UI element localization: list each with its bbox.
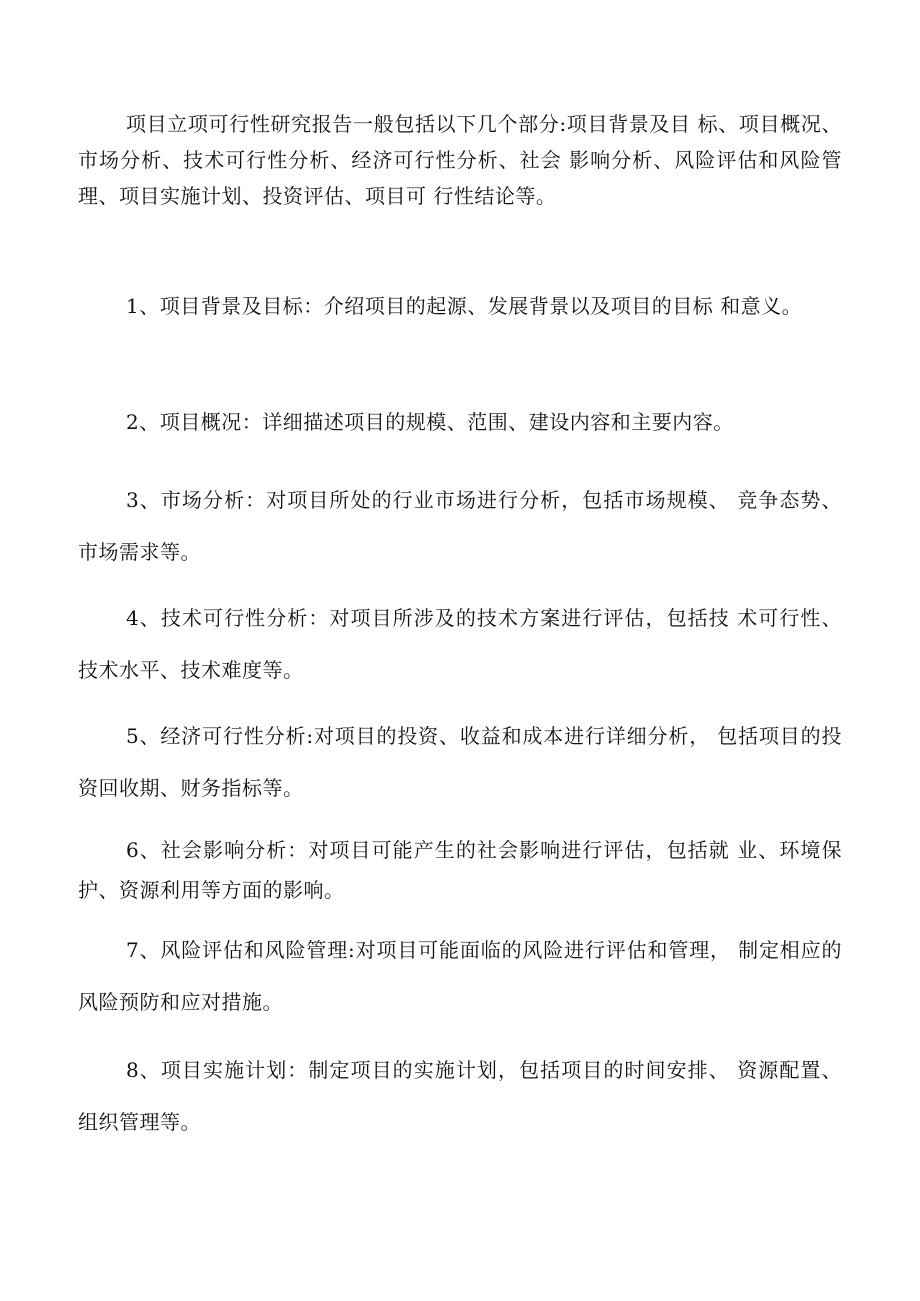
section-7-paragraph: 7、风险评估和风险管理:对项目可能面临的风险进行评估和管理， 制定相应的风险预防和应对措施。 [78, 938, 842, 1014]
intro-paragraph: 项目立项可行性研究报告一般包括以下几个部分:项目背景及目 标、项目概况、市场分析、技术可行性分析、经济可行性分析、社会 影响分析、风险评估和风险管理、项目实施计划、投资评估、项目可 行性结论等。 [78, 112, 842, 208]
section-6-paragraph: 6、社会影响分析：对项目可能产生的社会影响进行评估，包括就 业、环境保护、资源利用等方面的影响。 [78, 838, 842, 902]
section-8-paragraph: 8、项目实施计划：制定项目的实施计划，包括项目的时间安排、 资源配置、组织管理等。 [78, 1058, 842, 1134]
section-1-paragraph: 1、项目背景及目标：介绍项目的起源、发展背景以及项目的目标 和意义。 [126, 294, 803, 318]
section-4-paragraph: 4、技术可行性分析：对项目所涉及的技术方案进行评估，包括技 术可行性、技术水平、技术难度等。 [78, 606, 842, 682]
section-5-paragraph: 5、经济可行性分析:对项目的投资、收益和成本进行详细分析， 包括项目的投资回收期、财务指标等。 [78, 724, 842, 800]
section-3-paragraph: 3、市场分析：对项目所处的行业市场进行分析，包括市场规模、 竞争态势、市场需求等。 [78, 488, 842, 564]
section-2-paragraph: 2、项目概况：详细描述项目的规模、范围、建设内容和主要内容。 [126, 410, 734, 434]
